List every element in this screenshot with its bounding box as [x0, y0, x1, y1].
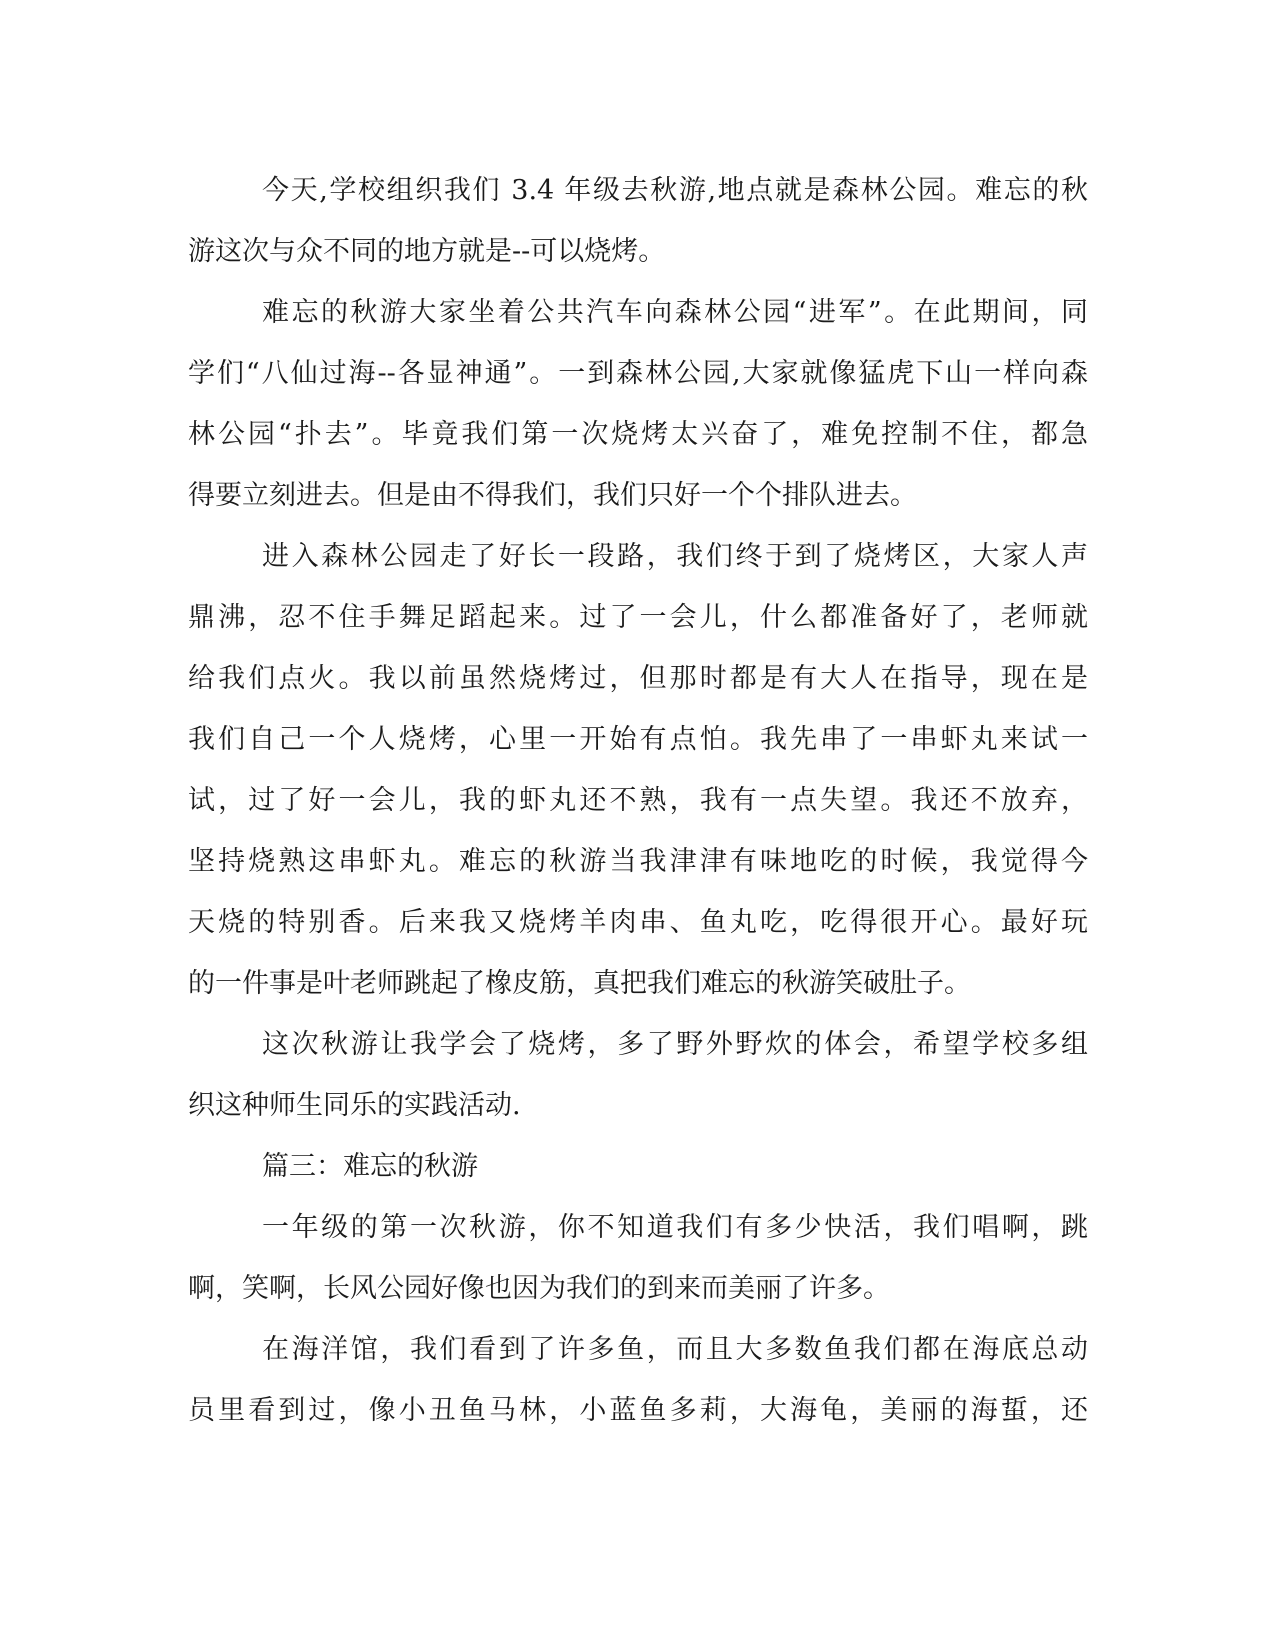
text-line: 在海洋馆，我们看到了许多鱼，而且大多数鱼我们都在海底总动: [262, 1334, 1088, 1365]
text-line: 鼎沸，忍不住手舞足蹈起来。过了一会儿，什么都准备好了，老师就: [188, 602, 1088, 633]
text-line: 员里看到过，像小丑鱼马林，小蓝鱼多莉，大海龟，美丽的海蜇，还: [188, 1395, 1088, 1426]
text-line: 的一件事是叶老师跳起了橡皮筋，真把我们难忘的秋游笑破肚子。: [188, 968, 971, 999]
text-line: 难忘的秋游大家坐着公共汽车向森林公园“进军”。在此期间，同: [262, 297, 1088, 328]
text-line: 我们自己一个人烧烤，心里一开始有点怕。我先串了一串虾丸来试一: [188, 724, 1088, 755]
text-line: 啊，笑啊，长风公园好像也因为我们的到来而美丽了许多。: [188, 1273, 890, 1304]
text-line: 得要立刻进去。但是由不得我们，我们只好一个个排队进去。: [188, 480, 917, 511]
text-line: 坚持烧熟这串虾丸。难忘的秋游当我津津有味地吃的时候，我觉得今: [188, 846, 1088, 877]
text-line: 学们“八仙过海--各显神通”。一到森林公园,大家就像猛虎下山一样向森: [188, 358, 1088, 389]
paragraph: [188, 1197, 1088, 1319]
text-line: 今天,学校组织我们 3.4 年级去秋游,地点就是森林公园。难忘的秋: [262, 175, 1088, 206]
text-line: 林公园“扑去”。毕竟我们第一次烧烤太兴奋了，难免控制不住，都急: [188, 419, 1088, 450]
text-line: 进入森林公园走了好长一段路，我们终于到了烧烤区，大家人声: [262, 541, 1088, 572]
text-line: 天烧的特别香。后来我又烧烤羊肉串、鱼丸吃，吃得很开心。最好玩: [188, 907, 1088, 938]
text-line: 给我们点火。我以前虽然烧烤过，但那时都是有大人在指导，现在是: [188, 663, 1088, 694]
paragraph: [188, 526, 1088, 1014]
text-line: 试，过了好一会儿，我的虾丸还不熟，我有一点失望。我还不放弃，: [188, 785, 1088, 816]
section-heading: [188, 1136, 1088, 1197]
text-line: 织这种师生同乐的实践活动.: [188, 1090, 521, 1121]
section-title: 篇三：难忘的秋游: [262, 1151, 478, 1182]
paragraph: [188, 282, 1088, 526]
paragraph: [188, 160, 1088, 282]
text-line: 游这次与众不同的地方就是--可以烧烤。: [188, 236, 666, 267]
document-body: [188, 160, 1088, 1441]
paragraph: [188, 1319, 1088, 1441]
paragraph: [188, 1014, 1088, 1136]
text-line: 一年级的第一次秋游，你不知道我们有多少快活，我们唱啊，跳: [262, 1212, 1088, 1243]
text-line: 这次秋游让我学会了烧烤，多了野外野炊的体会，希望学校多组: [262, 1029, 1088, 1060]
